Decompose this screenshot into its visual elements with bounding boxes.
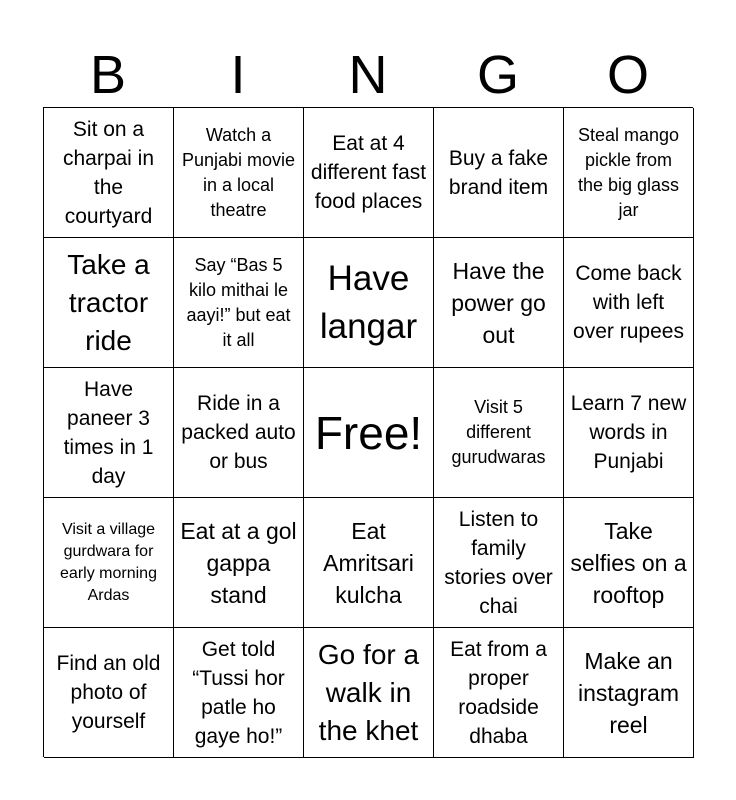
bingo-cell[interactable]: Visit a village gurdwara for early morning Ardas xyxy=(44,498,174,628)
bingo-cell[interactable]: Come back with left over rupees xyxy=(564,238,694,368)
free-space-cell[interactable]: Free! xyxy=(304,368,434,498)
bingo-cell[interactable]: Say “Bas 5 kilo mithai le aayi!” but eat it all xyxy=(174,238,304,368)
bingo-cell[interactable]: Visit 5 different gurudwaras xyxy=(434,368,564,498)
bingo-cell[interactable]: Ride in a packed auto or bus xyxy=(174,368,304,498)
bingo-cell[interactable]: Find an old photo of yourself xyxy=(44,628,174,758)
bingo-cell[interactable]: Have the power go out xyxy=(434,238,564,368)
bingo-header xyxy=(43,44,693,106)
header-letter-i: I xyxy=(230,45,246,105)
header-letter-g: G xyxy=(476,45,519,105)
bingo-cell[interactable]: Go for a walk in the khet xyxy=(304,628,434,758)
bingo-grid xyxy=(43,107,693,757)
bingo-cell[interactable]: Make an instagram reel xyxy=(564,628,694,758)
bingo-cell[interactable]: Have langar xyxy=(304,238,434,368)
header-letter-n: N xyxy=(348,45,388,105)
bingo-cell[interactable]: Steal mango pickle from the big glass jar xyxy=(564,108,694,238)
bingo-cell[interactable]: Sit on a charpai in the courtyard xyxy=(44,108,174,238)
bingo-cell[interactable]: Eat from a proper roadside dhaba xyxy=(434,628,564,758)
bingo-cell[interactable]: Eat at 4 different fast food places xyxy=(304,108,434,238)
bingo-cell[interactable]: Buy a fake brand item xyxy=(434,108,564,238)
header-letter-b: B xyxy=(89,45,127,105)
bingo-cell[interactable]: Take selfies on a rooftop xyxy=(564,498,694,628)
bingo-cell[interactable]: Learn 7 new words in Punjabi xyxy=(564,368,694,498)
header-letter-o: O xyxy=(606,45,649,105)
bingo-cell[interactable]: Watch a Punjabi movie in a local theatre xyxy=(174,108,304,238)
bingo-cell[interactable]: Listen to family stories over chai xyxy=(434,498,564,628)
bingo-cell[interactable]: Eat Amritsari kulcha xyxy=(304,498,434,628)
bingo-cell[interactable]: Get told “Tussi hor patle ho gaye ho!” xyxy=(174,628,304,758)
bingo-cell[interactable]: Eat at a gol gappa stand xyxy=(174,498,304,628)
bingo-cell[interactable]: Take a tractor ride xyxy=(44,238,174,368)
bingo-cell[interactable]: Have paneer 3 times in 1 day xyxy=(44,368,174,498)
